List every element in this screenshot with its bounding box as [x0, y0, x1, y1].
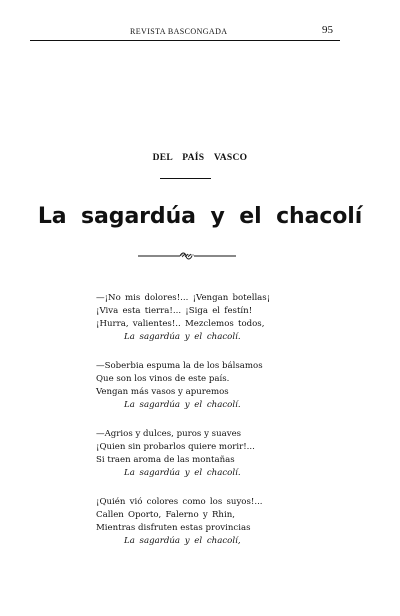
stanza: [96, 292, 326, 344]
refrain-line: La sagardúa y el chacolí.: [124, 468, 241, 478]
section-rule: [160, 178, 211, 179]
running-header: [30, 24, 340, 41]
stanza: [96, 428, 326, 480]
poem-line: Vengan más vasos y apuremos: [96, 387, 229, 397]
stanza: [96, 360, 326, 412]
poem-line: —¡No mis dolores!... ¡Vengan botellas¡: [96, 293, 271, 303]
refrain-line: La sagardúa y el chacolí.: [124, 332, 241, 342]
poem-body: [96, 292, 326, 564]
poem-line: Que son los vinos de este país.: [96, 374, 230, 384]
poem-line: ¡Viva esta tierra!... ¡Siga el festín!: [96, 306, 253, 316]
poem-line: Si traen aroma de las montañas: [96, 455, 235, 465]
poem-line: ¡Quién vió colores como los suyos!...: [96, 497, 263, 507]
page-number: 95: [322, 24, 333, 36]
refrain-line: La sagardúa y el chacolí.: [124, 400, 241, 410]
refrain-line: La sagardúa y el chacolí,: [124, 536, 241, 546]
poem-title: La sagardúa y el chacolí: [37, 204, 363, 229]
poem-line: ¡Quien sin probarlos quiere morir!...: [96, 442, 255, 452]
poem-line: Callen Oporto, Falerno y Rhin,: [96, 510, 235, 520]
poem-line: —Agrios y dulces, puros y suaves: [96, 429, 242, 439]
ornament-divider-icon: [138, 251, 236, 261]
poem-line: —Soberbia espuma la de los bálsamos: [96, 361, 263, 371]
poem-line: Mientras disfruten estas provincias: [96, 523, 251, 533]
stanza: [96, 496, 326, 548]
poem-line: ¡Hurra, valientes!.. Mezclemos todos,: [96, 319, 265, 329]
journal-name: REVISTA BASCONGADA: [130, 27, 228, 36]
section-title: DEL PAÍS VASCO: [152, 153, 248, 163]
